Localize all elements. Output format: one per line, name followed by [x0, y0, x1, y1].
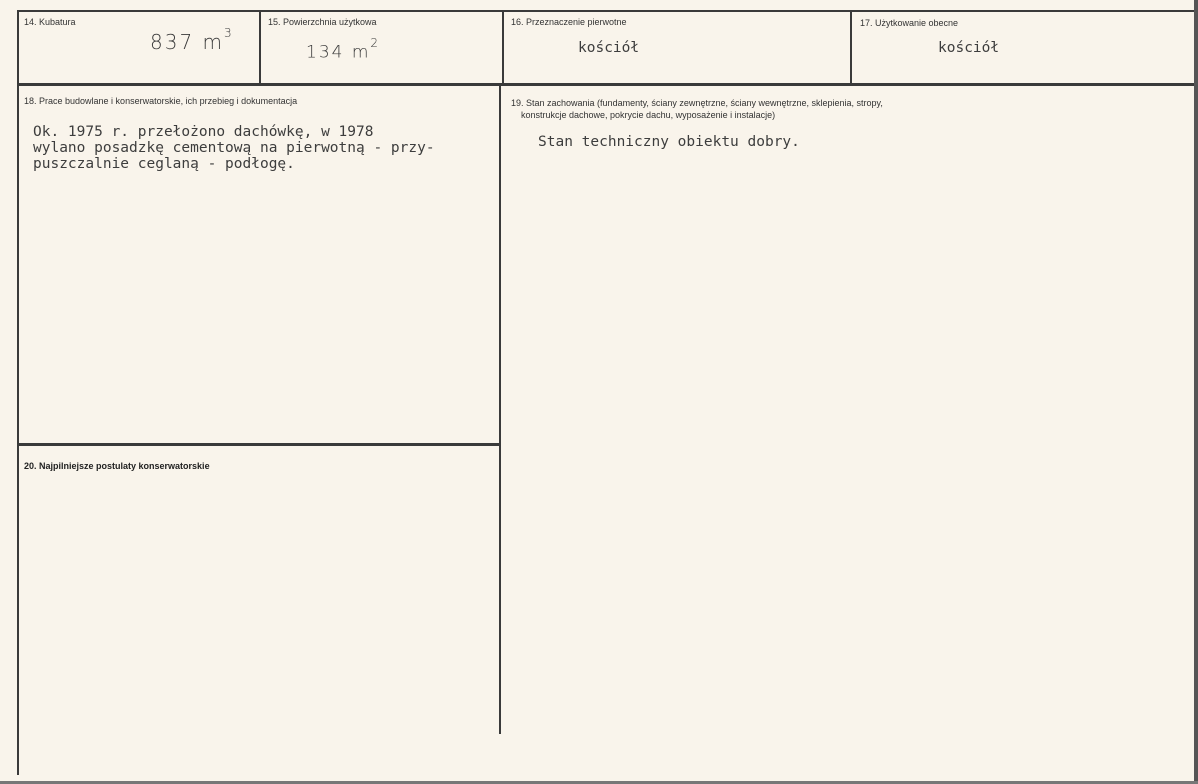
col-divider-15-16 — [502, 10, 504, 84]
field-16-value: kościół — [578, 40, 640, 56]
col-divider-14-15 — [259, 10, 261, 84]
field-19-label-line-1: 19. Stan zachowania (fundamenty, ściany zewnętrzne, ściany wewnętrzne, sklepienia, stropy, — [511, 98, 883, 108]
field-15-label: 15. Powierzchnia użytkowa — [268, 17, 377, 27]
field-19-value: Stan techniczny obiektu dobry. — [538, 134, 800, 150]
top-border — [18, 10, 1194, 12]
field-14-value-sup: 3 — [224, 26, 232, 41]
col-divider-16-17 — [850, 10, 852, 84]
section-divider-18-20 — [18, 443, 501, 446]
field-18-text — [33, 124, 435, 172]
field-14-value — [150, 26, 232, 54]
field-14-value-text: 837 m — [150, 30, 225, 54]
field-18-line-2: wylano posadzkę cementową na pierwotną - przy- — [33, 140, 435, 156]
field-18-line-3: puszczalnie ceglaną - podłogę. — [33, 156, 295, 172]
field-17-label: 17. Użytkowanie obecne — [860, 18, 959, 28]
field-18-label: 18. Prace budowlane i konserwatorskie, ich przebieg i dokumentacja — [24, 96, 298, 106]
field-17-value: kościół — [938, 40, 1000, 56]
field-16-label: 16. Przeznaczenie pierwotne — [511, 17, 627, 27]
field-18-line-1: Ok. 1975 r. przełożono dachówkę, w 1978 — [33, 124, 374, 140]
field-19-label-line-2: konstrukcje dachowe, pokrycie dachu, wyposażenie i instalacje) — [521, 110, 776, 120]
field-14-label: 14. Kubatura — [24, 17, 76, 27]
row-divider — [18, 83, 1194, 86]
field-15-value-text: 134 m — [306, 42, 371, 63]
left-border — [17, 10, 19, 775]
field-15-value — [306, 36, 379, 63]
field-15-value-sup: 2 — [370, 36, 379, 50]
scan-edge-right — [1194, 0, 1198, 784]
field-20-label: 20. Najpilniejsze postulaty konserwatorskie — [24, 461, 210, 471]
col-divider-main — [499, 84, 501, 734]
